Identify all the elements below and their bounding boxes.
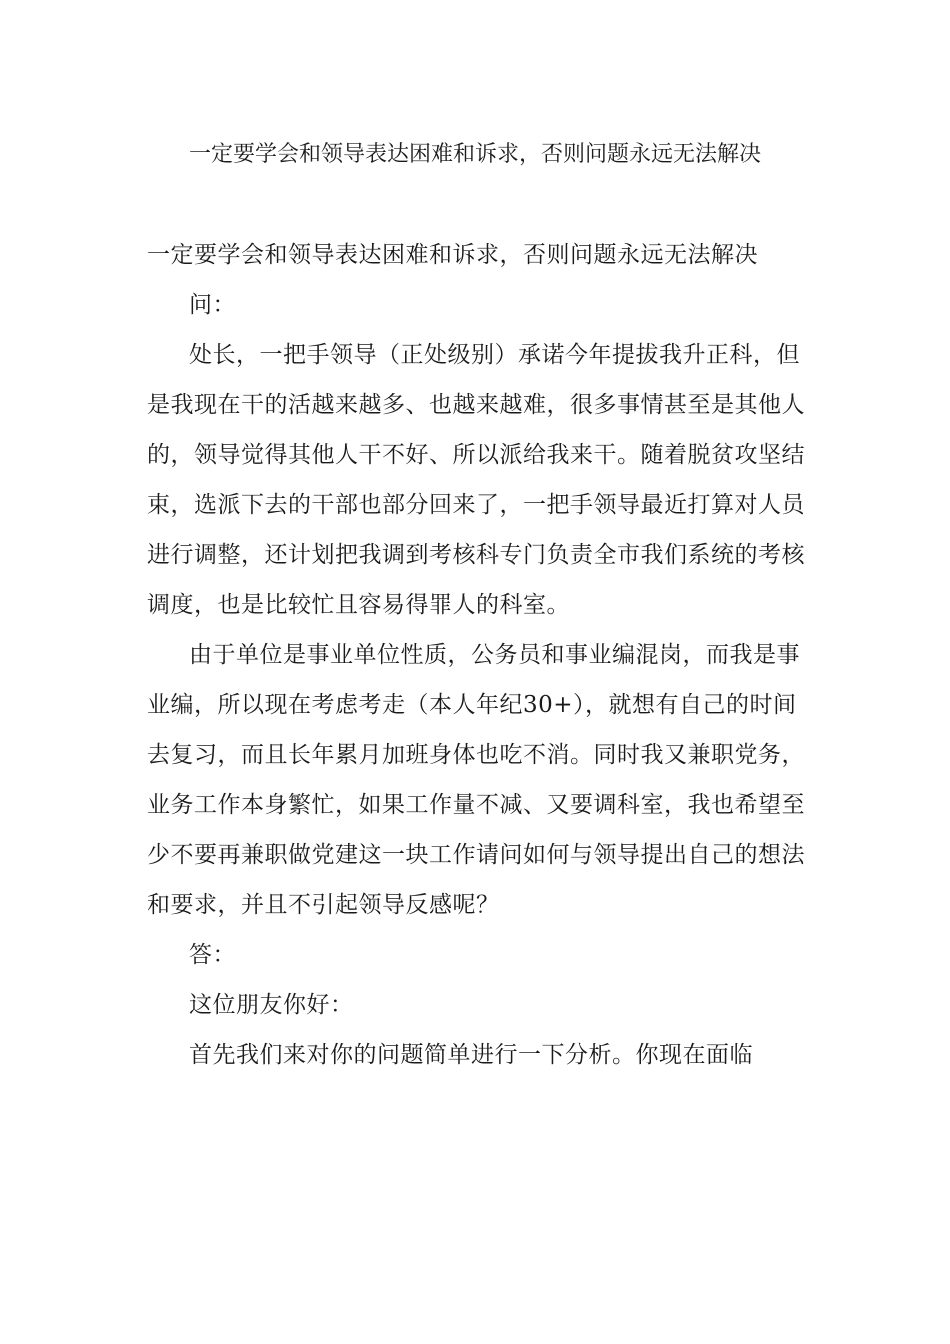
- greeting: 这位朋友你好：: [189, 992, 354, 1018]
- question-label: 问：: [189, 292, 236, 318]
- answer-label: 答：: [189, 942, 236, 968]
- document-body: [147, 230, 812, 1080]
- question-paragraph-1: 处长，一把手领导（正处级别）承诺今年提拔我升正科，但是我现在干的活越来越多、也越来越难，很多事情甚至是其他人的，领导觉得其他人干不好、所以派给我来干。随着脱贫攻坚结束，选派下去的干部也部分回来了，一把手领导最近打算对人员进行调整，还计划把我调到考核科专门负责全市我们系统的考核调度，也是比较忙且容易得罪人的科室。: [147, 342, 805, 618]
- subtitle: 一定要学会和领导表达困难和诉求，否则问题永远无法解决: [147, 242, 758, 268]
- question-paragraph-2: 由于单位是事业单位性质，公务员和事业编混岗，而我是事业编，所以现在考虑考走（本人年纪30+），就想有自己的时间去复习，而且长年累月加班身体也吃不消。同时我又兼职党务，业务工作本身繁忙，如果工作量不减、又要调科室，我也希望至少不要再兼职做党建这一块工作请问如何与领导提出自己的想法和要求，并且不引起领导反感呢？: [147, 642, 805, 918]
- answer-paragraph-1: 首先我们来对你的问题简单进行一下分析。你现在面临: [189, 1042, 753, 1068]
- page-title: 一定要学会和领导表达困难和诉求，否则问题永远无法解决: [188, 142, 761, 167]
